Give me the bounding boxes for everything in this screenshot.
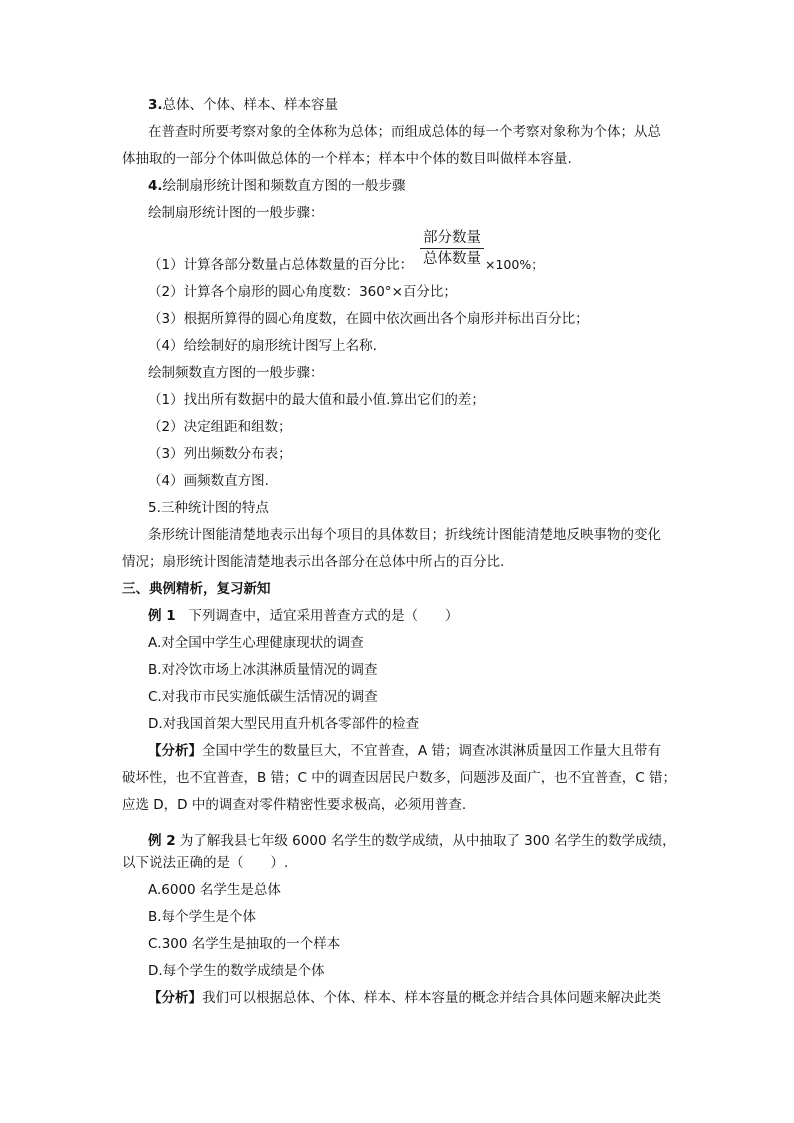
example-1-question [148,606,458,626]
example-2-option-b: B.每个学生是个体 [148,909,257,925]
example-2-option-d: D.每个学生的数学成绩是个体 [148,963,325,979]
example-1-analysis-label: 【分析】 [148,743,202,759]
fraction-numerator: 部分数量 [420,229,484,249]
histogram-step-4: （4）画频数直方图. [148,473,269,489]
example-2-option-a: A.6000 名学生是总体 [148,882,281,898]
section-5-heading: 5.三种统计图的特点 [148,500,269,516]
percentage-fraction [420,229,484,268]
pie-step-1: （1）计算各部分数量占总体数量的百分比： [148,257,414,273]
example-2-question-text: 为了解我县七年级 6000 名学生的数学成绩，从中抽取了 300 名学生的数学成绩， [179,833,676,849]
pie-step-2: （2）计算各个扇形的圆心角度数：360°×百分比； [148,284,457,300]
example-1-option-b: B.对冷饮市场上冰淇淋质量情况的调查 [148,662,378,678]
section-5-paragraph-line-1: 条形统计图能清楚地表示出每个项目的具体数目；折线统计图能清楚地反映事物的变化 [148,527,661,543]
pie-step-3: （3）根据所算得的圆心角度数，在圆中依次画出各个扇形并标出百分比； [148,311,589,327]
fraction-multiplier: ×100%； [485,257,544,272]
fraction-denominator: 总体数量 [423,251,481,267]
example-1-analysis-line-3: 应选 D，D 中的调查对零件精密性要求极高，必须用普查. [122,797,467,813]
histogram-step-2: （2）决定组距和组数； [148,419,292,435]
pie-chart-steps-intro: 绘制扇形统计图的一般步骤： [148,205,324,221]
section-3-paragraph-line-2: 体抽取的一部分个体叫做总体的一个样本；样本中个体的数目叫做样本容量. [122,151,572,167]
histogram-steps-intro: 绘制频数直方图的一般步骤： [148,365,324,381]
histogram-step-3: （3）列出频数分布表； [148,446,292,462]
pie-step-4: （4）给绘制好的扇形统计图写上名称. [148,338,377,354]
section-3-title: 总体、个体、样本、样本容量 [162,97,339,113]
part-3-heading: 三、典例精析，复习新知 [122,581,271,597]
example-2-question-line-1 [148,831,676,851]
example-1-analysis-text: 全国中学生的数量巨大，不宜普查，A 错；调查冰淇淋质量因工作量大且带有 [202,743,662,759]
histogram-step-1: （1）找出所有数据中的最大值和最小值.算出它们的差； [148,392,485,408]
example-1-analysis-line-1 [148,741,661,761]
example-2-option-c: C.300 名学生是抽取的一个样本 [148,936,341,952]
example-1-analysis-line-2: 破坏性，也不宜普查，B 错；C 中的调查因居民户数多，问题涉及面广，也不宜普查，C 错； [122,770,676,786]
example-2-label: 例 2 [148,833,176,849]
example-1-option-a: A.对全国中学生心理健康现状的调查 [148,635,364,651]
section-5-paragraph-line-2: 情况；扇形统计图能清楚地表示出各部分在总体中所占的百分比. [122,554,505,570]
example-2-analysis-label: 【分析】 [148,990,202,1006]
section-3-number: 3. [148,97,163,113]
section-3-heading [148,95,338,115]
section-4-number: 4. [148,178,163,194]
section-4-title: 绘制扇形统计图和频数直方图的一般步骤 [162,178,406,194]
example-1-label: 例 1 [148,608,176,624]
section-4-heading [148,176,406,196]
example-2-question-line-2: 以下说法正确的是（ ）. [122,855,289,871]
example-2-analysis-line-1 [148,988,661,1008]
example-1-question-text: 下列调查中，适宜采用普查方式的是（ ） [188,608,459,624]
example-1-option-c: C.对我市市民实施低碳生活情况的调查 [148,689,378,705]
example-1-option-d: D.对我国首架大型民用直升机各零部件的检查 [148,716,420,732]
example-2-analysis-text: 我们可以根据总体、个体、样本、样本容量的概念并结合具体问题来解决此类 [202,990,661,1006]
section-3-paragraph-line-1: 在普查时所要考察对象的全体称为总体；而组成总体的每一个考察对象称为个体；从总 [148,124,661,140]
